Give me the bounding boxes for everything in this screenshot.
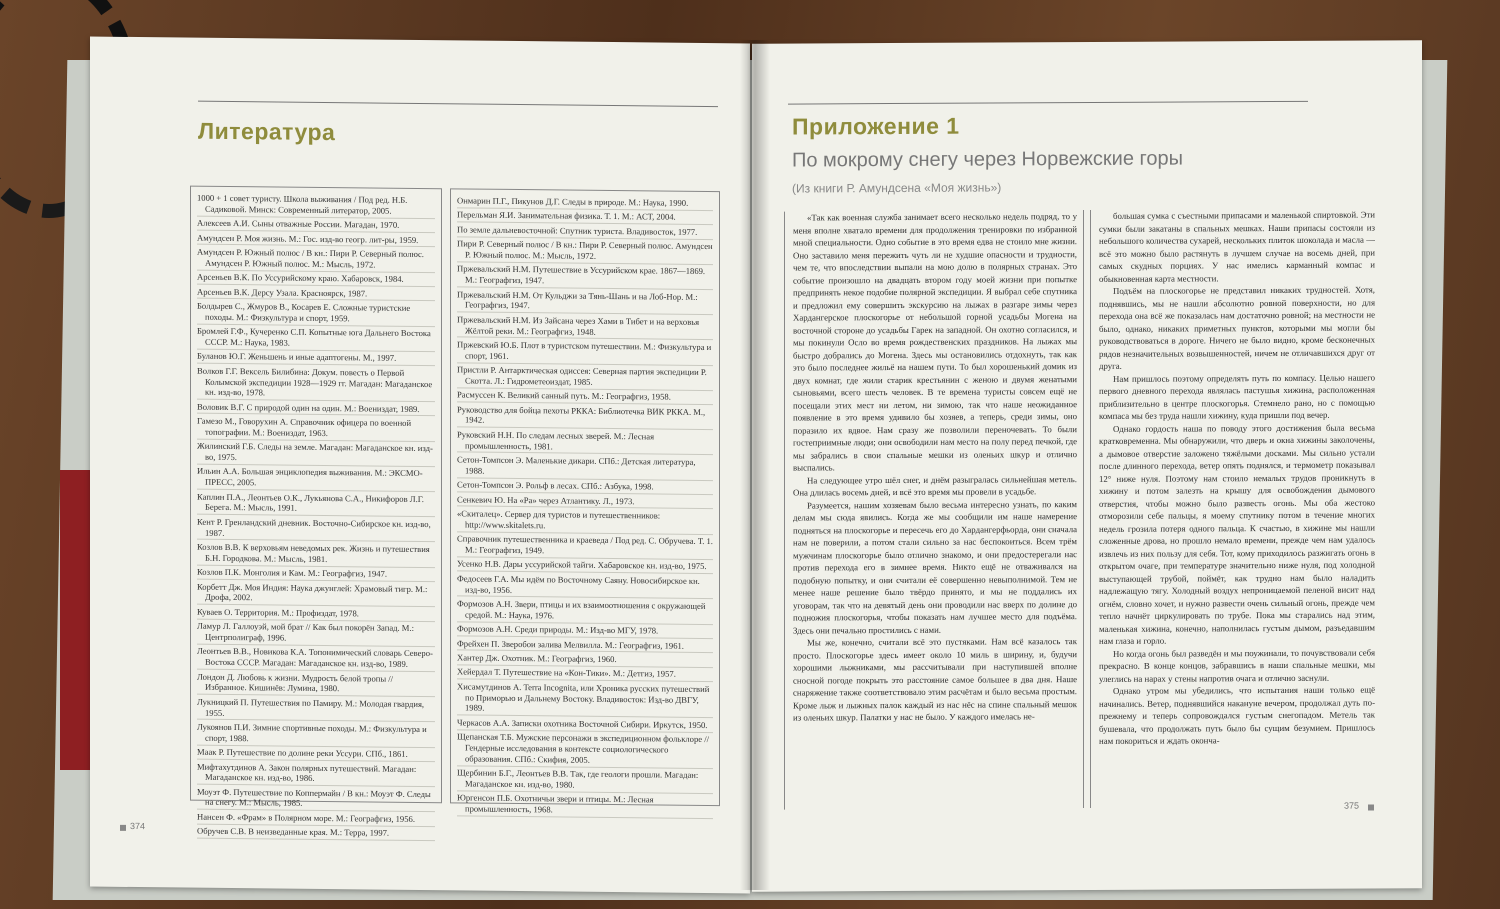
- article-text: [793, 210, 1077, 809]
- text-column-1: [784, 210, 1084, 810]
- reference-entry: Щербинин Б.Г., Леонтьев В.В. Так, где геологи прошли. Магадан: Магаданское кн. изд-во, 1980.: [457, 767, 713, 793]
- references-column-2: [450, 188, 720, 815]
- paragraph: «Так как военная служба занимает всего несколько недель подряд, то у меня вполне хватало времени для продолжения тренировки по избранной мной специальности. Одно событие в это время едва не стоило мне жизни. Оно заставило меня пережить чуть ли не худшие опасности и трудности, чем те, что впоследствии выпали на мою долю в полярных странах. Это событие произошло на двадцать втором году моей жизни при попытке предпринять некое подобие полярной экспедиции. Я выбрал себе спутника и предложил ему совершить экскурсию на лыжах в разгаре зимы через Хардангерское плоскогорье от небольшой горной усадьбы Могена на восточной стороне до усадьбы Гарек на западной. Он охотно согласился, и мы покинули Осло во время рождественских праздников. На лыжах мы быстро добрались до Могена. Здесь мы остановились отдохнуть, так как это было последнее жильё на нашем пути. То был хорошенький домик из двух комнат, где жили старик крестьянин с женою и двумя женатыми сыновьями, всего шесть человек. В те времена туристы совсем ещё не посещали этих мест ни летом, ни зимою, так что наше неожиданное появление в это время удивило бы хозяев, а теперь, среди зимы, оно поразило их вдвое. Нам сразу же позволили переночевать. То были гостеприимные люди; они освободили нам место на полу перед печкой, где мы забрались в свои спальные мешки из оленьих шкур и отлично выспались.: [793, 211, 1077, 473]
- text-column-2: [1090, 208, 1380, 808]
- page-number: 375: [1344, 800, 1360, 811]
- reference-entry: Федосеев Г.А. Мы идём по Восточному Саяну. Новосибирское кн. изд-во, 1956.: [457, 573, 713, 599]
- reference-entry: Черкасов А.А. Записки охотника Восточной Сибири. Иркутск, 1950.: [457, 717, 713, 732]
- reference-entry: Мифтахутдинов А. Закон полярных путешествий. Магадан: Магаданское кн. изд-во, 1986.: [197, 761, 435, 787]
- reference-entry: По земле дальневосточной: Спутник туриста. Владивосток, 1977.: [457, 224, 713, 239]
- reference-entry: Пржевальский Н.М. Путешествие в Уссурийском крае. 1867—1869. М.: Географгиз, 1947.: [457, 264, 713, 290]
- reference-entry: Буланов Ю.Г. Женьшень и иные адаптогены. М., 1997.: [197, 351, 435, 366]
- reference-entry: Юргенсон П.Б. Охотничьи звери и птицы. М.: Лесная промышленность, 1968.: [457, 793, 713, 819]
- reference-entry: Алексеев А.И. Сыны отважные России. Магадан, 1970.: [197, 218, 435, 233]
- reference-entry: Перельман Я.И. Занимательная физика. Т. 1. М.: АСТ, 2004.: [457, 210, 713, 225]
- reference-entry: Лондон Д. Любовь к жизни. Мудрость белой тропы // Избранное. Кишинёв: Лумина, 1980.: [197, 671, 435, 697]
- reference-entry: Гамезо М., Говорухин А. Справочник офицера по военной топографии. М.: Воениздат, 1963.: [197, 416, 435, 442]
- reference-entry: Леонтьев В.В., Новикова К.А. Топонимический словарь Северо-Востока СССР. Магадан: Магаданское кн. изд-во, 1989.: [197, 646, 435, 672]
- appendix-heading: Приложение 1: [792, 112, 960, 140]
- reference-entry: Козлов П.К. Монголия и Кам. М.: Географгиз, 1947.: [197, 567, 435, 582]
- reference-entry: Арсеньев В.К. Дерсу Узала. Красноярск, 1987.: [197, 286, 435, 301]
- references-column-1: [190, 186, 442, 838]
- paragraph: Подъём на плоскогорье не представил никаких трудностей. Хотя, поднявшись, мы не нашли абсолютно ровной поверхности, но для перехода она всё же показалась нам достаточно ровной; на местности не было, однако, никаких приметных пунктов, которыми мы могли бы руководствоваться в дороге. Ничего не было видно, кроме бесконечных рядов незначительных возвышенностей, ничем не отличавшихся друг от друга.: [1099, 284, 1375, 371]
- reference-entry: Бромлей Г.Ф., Кучеренко С.П. Копытные юга Дальнего Востока СССР. М.: Наука, 1983.: [197, 326, 435, 352]
- reference-entry: Сенкевич Ю. На «Ра» через Атлантику. Л., 1973.: [457, 494, 713, 509]
- page-number: 374: [130, 820, 146, 832]
- right-page: [752, 40, 1422, 892]
- paragraph: Но когда огонь был разведён и мы поужинали, то почувствовали себя прекрасно. В конце концов, забравшись в наши спальные мешки, мы улеглись на нарах у стены напротив очага и отлично заснули.: [1099, 646, 1375, 684]
- reference-list: [457, 195, 713, 820]
- reference-entry: Лукницкий П. Путешествия по Памиру. М.: Молодая гвардия, 1955.: [197, 696, 435, 722]
- paragraph: Разумеется, нашим хозяевам было весьма интересно узнать, по каким делам мы сюда явились. Когда же мы сообщили им наше намерение подняться на плоскогорье и пересечь его до Хардангерфьорда, они сначала нам не поверили, а потом стали сильно за нас беспокоиться. Всем трём мужчинам плоскогорье было отлично знакомо, и они предостерегали нас против перехода его в зимнее время. Никто ещё не отваживался на подобную попытку, и они считали её совершенно невыполнимой. Тем не менее наше решение было твёрдо принято, и мы не поддались их уговорам, так что на девятый день они проводили нас вверх по долине до подножия плоскогорья, чтобы показать нам лучшее место для подъёма. Здесь они печально простились с нами.: [793, 498, 1077, 636]
- reference-entry: Руковский Н.Н. По следам лесных зверей. М.: Лесная промышленность, 1981.: [457, 429, 713, 455]
- reference-entry: Болдырев С., Жмуров В., Косарев Е. Сложные туристские походы. М.: Физкультура и спорт, 1959.: [197, 301, 435, 327]
- paragraph: Нам пришлось поэтому определять путь по компасу. Целью нашего первого дневного перехода являлась пастушья хижина, расположенная приблизительно в центре плоскогорья. Стемнело рано, но с помощью компаса мы без труда нашли хижину, куда пришли под вечер.: [1099, 371, 1375, 421]
- reference-entry: Корбетт Дж. Моя Индия: Наука джунглей: Храмовый тигр. М.: Дрофа, 2002.: [197, 581, 435, 607]
- reference-entry: Жилинский Г.Б. Следы на земле. Магадан: Магаданское кн. изд-во, 1975.: [197, 441, 435, 467]
- reference-entry: Моуэт Ф. Путешествие по Коппермайн / В кн.: Моуэт Ф. Следы на снегу. М.: Мысль, 1985.: [197, 786, 435, 812]
- reference-entry: Пржевальский Н.М. Из Зайсана через Хами в Тибет и на верховья Жёлтой реки. М.: Географгиз, 1948.: [457, 314, 713, 340]
- reference-entry: Щепанская Т.Б. Мужские персонажи в экспедиционном фольклоре // Гендерные исследования в контексте социологического образования. СПб.: Скифия, 2005.: [457, 731, 713, 768]
- reference-entry: Онмарин П.Г., Пикунов Д.Г. Следы в природе. М.: Наука, 1990.: [457, 195, 713, 210]
- reference-entry: Лукоянов П.И. Зимние спортивные походы. М.: Физкультура и спорт, 1988.: [197, 722, 435, 748]
- reference-entry: «Скиталец». Сервер для туристов и путешественников: http://www.skitalets.ru.: [457, 508, 713, 534]
- reference-entry: 1000 + 1 совет туристу. Школа выживания / Под ред. Н.Б. Садиковой. Минск: Современный литератор, 2005.: [197, 193, 435, 219]
- left-page: [90, 37, 750, 894]
- reference-entry: Справочник путешественника и краеведа / Под ред. С. Обручева. Т. 1. М.: Географгиз, 1949.: [457, 534, 713, 560]
- reference-entry: Сетон-Томпсон Э. Маленькие дикари. СПб.: Детская литература, 1988.: [457, 454, 713, 480]
- folio-marker: [120, 825, 126, 831]
- reference-entry: Формозов А.Н. Среди природы. М.: Изд-во МГУ, 1978.: [457, 624, 713, 639]
- reference-entry: Маак Р. Путешествие по долине реки Уссури. СПб., 1861.: [197, 747, 435, 762]
- reference-entry: Пржевальский Н.М. От Кульджи за Тянь-Шань и на Лоб-Нор. М.: Географгиз, 1947.: [457, 289, 713, 315]
- reference-entry: Хантер Дж. Охотник. М.: Географгиз, 1960.: [457, 652, 713, 667]
- appendix-title: По мокрому снегу через Норвежские горы: [792, 147, 1183, 172]
- reference-list: [197, 193, 435, 843]
- reference-entry: Формозов А.Н. Звери, птицы и их взаимоотношения с окружающей средой. М.: Наука, 1976.: [457, 598, 713, 624]
- reference-entry: Волков Г.Г. Вексель Билибина: Докум. повесть о Первой Колымской экспедиции 1928—1929 гг. Магадан: Магаданское кн. изд-во, 1978.: [197, 365, 435, 402]
- paragraph: Мы же, конечно, считали всё это пустяками. Нам всё казалось так просто. Плоскогорье здесь имеет около 10 миль в ширину, и, будучи хорошими лыжниками, мы рассчитывали при наступившей вполне сносной погоде покрыть это расстояние самое большее в два дня. Наше снаряжение также соответствовало этим расчётам и было весьма простым. Кроме лыж и лыжных палок каждый из нас нёс на спине спальный мешок из оленьих шкур. Палатки у нас не было. У каждого имелась не-: [793, 636, 1077, 723]
- top-rule: [198, 101, 718, 107]
- reference-entry: Обручев С.В. В неизведанные края. М.: Терра, 1997.: [197, 826, 435, 841]
- reference-entry: Ламур Л. Галлоуэй, мой брат // Как был покорён Запад. М.: Центрполиграф, 1996.: [197, 621, 435, 647]
- reference-entry: Сетон-Томпсон Э. Рольф в лесах. СПб.: Азбука, 1998.: [457, 480, 713, 495]
- reference-entry: Пири Р. Северный полюс / В кн.: Пири Р. Северный полюс. Амундсен Р. Южный полюс. М.: Мысль, 1972.: [457, 239, 713, 265]
- paragraph: большая сумка с съестными припасами и маленькой спиртовкой. Эти сумки были закатаны в спальных мешках. Наши припасы состояли из небольшого количества сухарей, нескольких плиток шоколада и масла — всё это можно было растянуть в лучшем случае на восемь дней, при самых скудных порциях. У нас имелись карманный компас и обыкновенная карта местности.: [1099, 209, 1375, 284]
- reference-entry: Арсеньев В.К. По Уссурийскому краю. Хабаровск, 1984.: [197, 272, 435, 287]
- book-gutter: [740, 40, 770, 890]
- reference-entry: Нансен Ф. «Фрам» в Полярном море. М.: Географгиз, 1956.: [197, 812, 435, 827]
- reference-entry: Расмуссен К. Великий санный путь. М.: Географгиз, 1958.: [457, 390, 713, 405]
- reference-entry: Каплин П.А., Леонтьев О.К., Лукьянова С.А., Никифоров Л.Г. Берега. М.: Мысль, 1991.: [197, 491, 435, 517]
- appendix-source: (Из книги Р. Амундсена «Моя жизнь»): [792, 180, 1002, 196]
- reference-entry: Амундсен Р. Южный полюс / В кн.: Пири Р. Северный полюс. Амундсен Р. Южный полюс. М.: Мысль, 1972.: [197, 247, 435, 273]
- folio-marker: [1368, 804, 1374, 810]
- reference-entry: Пристли Р. Антарктическая одиссея: Северная партия экспедиции Р. Скотта. Л.: Гидрометеоиздат, 1985.: [457, 364, 713, 390]
- reference-entry: Ильин А.А. Большая энциклопедия выживания. М.: ЭКСМО-ПРЕСС, 2005.: [197, 466, 435, 492]
- paragraph: Однако гордость наша по поводу этого достижения была весьма кратковременна. Мы обнаружили, что дверь и окна хижины заколочены, а дымовое отверстие заложено тяжёлыми досками. Мы сильно устали после длинного перехода, ветер опять поднялся, и термометр показывал 12° ниже нуля. Поэтому нам стоило немалых трудов проникнуть в хижину и потом залезть на крышу для освобождения дымового отверстия, чтобы можно было развесть огонь. Мы оба жестоко отморозили себе пальцы, я моему спутнику потом в течение многих недель грозила потеря одного пальца. К счастью, в хижине мы нашли сложенные дрова, но прошло немало времени, прежде чем нам удалось извлечь из них пользу для себя. Тот, кому приходилось разжигать огонь в открытом очаге, при температуре значительно ниже нуля, под холодной выступающей трубой, поймёт, как трудно нам было наладить надлежащую тягу. Холодный воздух непроницаемой пеленой висит над огнём, словно хочет, и нужно развести очень сильный огонь, прежде чем тепло начнёт циркулировать по трубе. Пока мы старались над этим, маленькая хижина, конечно, наполнилась густым дымом, разъедавшим нам глаза и горло.: [1099, 421, 1375, 646]
- page-heading: Литература: [198, 117, 336, 146]
- reference-entry: Козлов В.В. К верховьям неведомых рек. Жизнь и путешествия Б.Н. Городкова. М.: Мысль, 1981.: [197, 542, 435, 568]
- paragraph: На следующее утро шёл снег, и днём разыгралась сильнейшая метель. Она длилась восемь дней, и всё это время мы провели в усадьбе.: [793, 473, 1077, 498]
- top-rule: [788, 101, 1308, 105]
- reference-entry: Воловик В.Г. С природой один на один. М.: Воениздат, 1989.: [197, 401, 435, 416]
- reference-entry: Фрейхен П. Зверобои залива Мелвилла. М.: Географгиз, 1961.: [457, 638, 713, 653]
- reference-entry: Хисамутдинов А. Terra Incognita, или Хроника русских путешествий по Приморью и Дальнему Востоку. Владивосток: Изд-во ДВГУ, 1989.: [457, 681, 713, 718]
- article-text: [1099, 208, 1375, 807]
- reference-entry: Кент Р. Гренландский дневник. Восточно-Сибирское кн. изд-во, 1987.: [197, 516, 435, 542]
- reference-entry: Руководство для бойца пехоты РККА: Библиотечка ВИК РККА. М., 1942.: [457, 404, 713, 430]
- reference-entry: Амундсен Р. Моя жизнь. М.: Гос. изд-во геогр. лит-ры, 1959.: [197, 232, 435, 247]
- paragraph: Однако утром мы убедились, что испытания наши только ещё начинались. Ветер, поднявшийся накануне вечером, продолжал дуть по-прежнему и теперь сопровождался густым снегопадом. Метель так бушевала, что продолжать путь было бы сущим безумием. Пришлось нам покориться и ждать оконча-: [1099, 684, 1375, 746]
- reference-entry: Пржевский Ю.Б. Плот в туристском путешествии. М.: Физкультура и спорт, 1961.: [457, 339, 713, 365]
- reference-entry: Куваев О. Территория. М.: Профиздат, 1978.: [197, 606, 435, 621]
- reference-entry: Усенко Н.В. Дары уссурийской тайги. Хабаровское кн. изд-во, 1975.: [457, 559, 713, 574]
- reference-entry: Хейердал Т. Путешествие на «Кон-Тики». М.: Детгиз, 1957.: [457, 667, 713, 682]
